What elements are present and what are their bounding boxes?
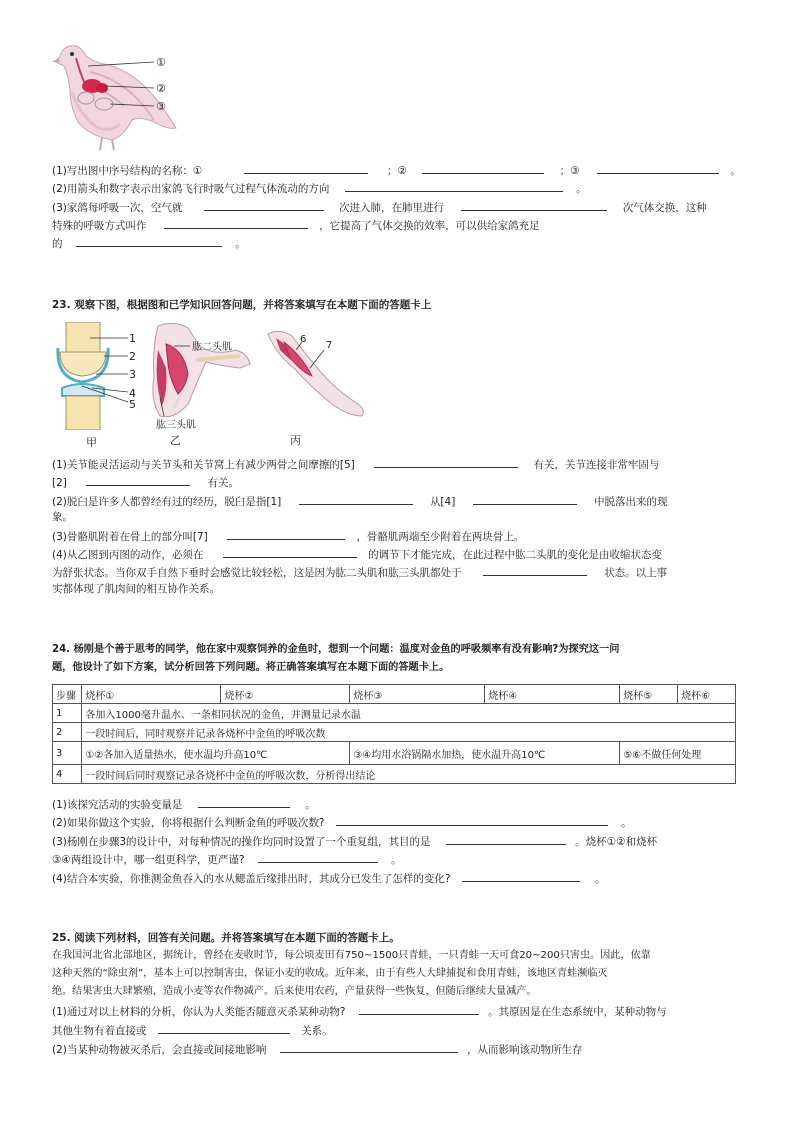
table-cell: ①②各加入适量热水，使水温均升高10℃ [82,742,350,765]
q23-state-blank[interactable] [483,564,587,576]
pigeon-label-2: ② [156,82,166,95]
joint-label-5: 5 [129,398,136,411]
q24-question-4: (4)结合本实验，你推测金鱼吞入的水从鳃盖后缘排出时，其成分已发生了怎样的变化? 。 [52,870,606,886]
fig-label-jia: 甲 [86,436,97,449]
q22-answer-1-blank[interactable] [244,162,368,174]
q23-question-1b: [2] 有关。 [52,474,239,490]
q22-exchange-blank[interactable] [461,199,607,211]
table-cell: 3 [53,742,82,765]
q23-question-3: (3)骨骼肌附着在骨上的部分叫[7] ，骨骼肌两端至少附着在两块骨上。 [52,528,524,544]
q23-question-4b: 为舒张状态。当你双手自然下垂时会感觉比较轻松，这是因为肱二头肌和肱三头肌都处于 状态。以上事 [52,564,667,580]
q24-question-1: (1)该探究活动的实验变量是 。 [52,796,316,812]
q23-question-1: (1)关节能灵活运动与关节头和关节窝上有减少两骨之间摩擦的[5] 有关，关节连接非常牢固与 [52,456,659,472]
fig-label-yi: 乙 [170,434,181,447]
table-cell: 1 [53,704,82,723]
pigeon-figure [50,36,190,152]
fig-label-bing: 丙 [290,434,301,447]
table-cell: ③④均用水浴锅隔水加热，使水温升高10℃ [350,742,620,765]
q25-passage-line-1: 在我国河北省北部地区，据统计，曾经在麦收时节，每公顷麦田有750~1500只青蛙，一只青蛙一天可食20~200只害虫。因此，依靠 [52,950,651,961]
triceps-label: 肱三头肌 [156,420,196,431]
arm-flexed-figure [144,320,256,430]
q22-supply-blank[interactable] [76,235,222,247]
q24-judge-blank[interactable] [336,814,608,826]
q22-question-1: (1)写出图中序号结构的名称：① ；② ；③ 。 [52,162,741,178]
biceps-label: 肱二头肌 [192,342,232,353]
pigeon-label-1: ① [156,56,166,69]
q24-title-line-2: 题，他设计了如下方案，试分析回答下列问题。将正确答案填写在本题下面的答题卡上。 [52,662,450,673]
q22-answer-2-blank[interactable] [422,162,544,174]
table-row [53,704,736,723]
q22-airflow-blank[interactable] [345,180,563,192]
table-header-cell: 烧杯⑥ [678,685,736,704]
table-header-cell: 烧杯① [82,685,221,704]
table-row [53,765,736,784]
bing-label-7: 7 [326,340,333,351]
table-row [53,742,736,765]
q22-question-2: (2)用箭头和数字表示出家鸽飞行时吸气过程气体流动的方向 。 [52,180,587,196]
q24-group-blank[interactable] [258,851,378,863]
table-cell: 各加入1000毫升温水、一条相同状况的金鱼，并测量记录水温 [82,704,736,723]
joint-label-1: 1 [129,332,136,345]
q24-question-2: (2)如果你做这个实验，你将根据什么判断金鱼的呼吸次数? 。 [52,814,632,830]
table-cell: 2 [53,723,82,742]
joint-label-3: 3 [129,368,136,381]
q25-question-1: (1)通过对以上材料的分析，你认为人类能否随意灭杀某种动物? 。其原因是在生态系统中，某种动物与 [52,1003,667,1019]
q23-question-4c: 实都体现了肌肉间的相互协作关系。 [52,583,220,595]
table-header-row [53,685,736,704]
q23-tendon-blank[interactable] [227,528,345,540]
table-header-cell: 烧杯⑤ [620,685,678,704]
q22-question-3c: 的 。 [52,235,246,251]
q24-change-blank[interactable] [462,870,580,882]
q23-capsule-blank[interactable] [86,474,190,486]
q22-times-enter-blank[interactable] [204,199,324,211]
pigeon-label-3: ③ [156,100,166,113]
q25-question-2: (2)当某种动物被灭杀后，会直接或间接地影响 ，从而影响该动物所生存 [52,1041,583,1057]
q24-variable-blank[interactable] [198,796,290,808]
q25-passage-line-3: 绝。结果害虫大肆繁殖，造成小麦等农作物减产。后来使用农药，产量获得一些恢复，但随后继续大量减产。 [52,986,537,997]
table-header-cell: 步骤 [53,685,82,704]
q23-joint-socket-blank[interactable] [473,493,577,505]
joint-label-2: 2 [129,350,136,363]
table-cell: ⑤⑥不做任何处理 [620,742,736,765]
arm-extended-figure [262,328,372,420]
bing-label-6: 6 [300,334,307,345]
joint-label-4: 4 [129,387,136,400]
q22-question-3b: 特殊的呼吸方式叫作 ，它提高了气体交换的效率，可以供给家鸽充足 [52,217,540,233]
q23-cartilage-blank[interactable] [374,456,518,468]
table-header-cell: 烧杯② [221,685,350,704]
table-cell: 一段时间后，同时观察并记录各烧杯中金鱼的呼吸次数 [82,723,736,742]
q22-answer-3-blank[interactable] [597,162,719,174]
table-cell: 4 [53,765,82,784]
q23-title: 23. 观察下图，根据图和已学知识回答问题，并将答案填写在本题下面的答题卡上 [52,299,432,311]
table-cell: 一段时间后同时观察记录各烧杯中金鱼的呼吸次数，分析得出结论 [82,765,736,784]
table-header-cell: 烧杯④ [485,685,620,704]
q25-question-1b: 其他生物有着直接或 关系。 [52,1022,333,1038]
q25-passage-line-2: 这种天然的“除虫剂”，基本上可以控制害虫，保证小麦的收成。近年来，由于有些人大肆捕捉和食用青蛙，该地区青蛙濒临灭 [52,968,608,979]
q24-question-3: (3)杨刚在步骤3的设计中，对每种情况的操作均同时设置了一个重复组，其目的是 。烧杯①②和烧杯 [52,833,657,849]
q22-question-3: (3)家鸽每呼吸一次，空气就 次进入肺，在肺里进行 次气体交换，这种 [52,199,707,215]
q24-title-line-1: 24. 杨刚是个善于思考的同学，他在家中观察饲养的金鱼时，想到一个问题：温度对金鱼的呼吸频率有没有影响?为探究这一问 [52,644,620,655]
q23-joint-head-blank[interactable] [299,493,413,505]
q24-question-3b: ③④两组设计中，哪一组更科学，更严谨? 。 [52,851,402,867]
q23-question-4: (4)从乙图到丙图的动作，必须在 的调节下才能完成，在此过程中肱二头肌的变化是由收缩状态变 [52,546,662,562]
q23-question-2: (2)脱臼是许多人都曾经有过的经历，脱臼是指[1] 从[4] 中脱落出来的现 [52,493,668,509]
q23-nervous-blank[interactable] [223,546,357,558]
table-row [53,723,736,742]
q22-breathing-type-blank[interactable] [164,217,308,229]
q24-purpose-blank[interactable] [446,833,566,845]
q25-relation-blank[interactable] [158,1022,290,1034]
q25-can-kill-blank[interactable] [359,1003,479,1015]
q23-question-2b: 象。 [52,511,73,523]
q25-impact-blank[interactable] [280,1041,458,1053]
q25-title: 25. 阅读下列材料，回答有关问题。并将答案填写在本题下面的答题卡上。 [52,932,400,944]
table-header-cell: 烧杯③ [350,685,485,704]
experiment-table [52,684,736,784]
